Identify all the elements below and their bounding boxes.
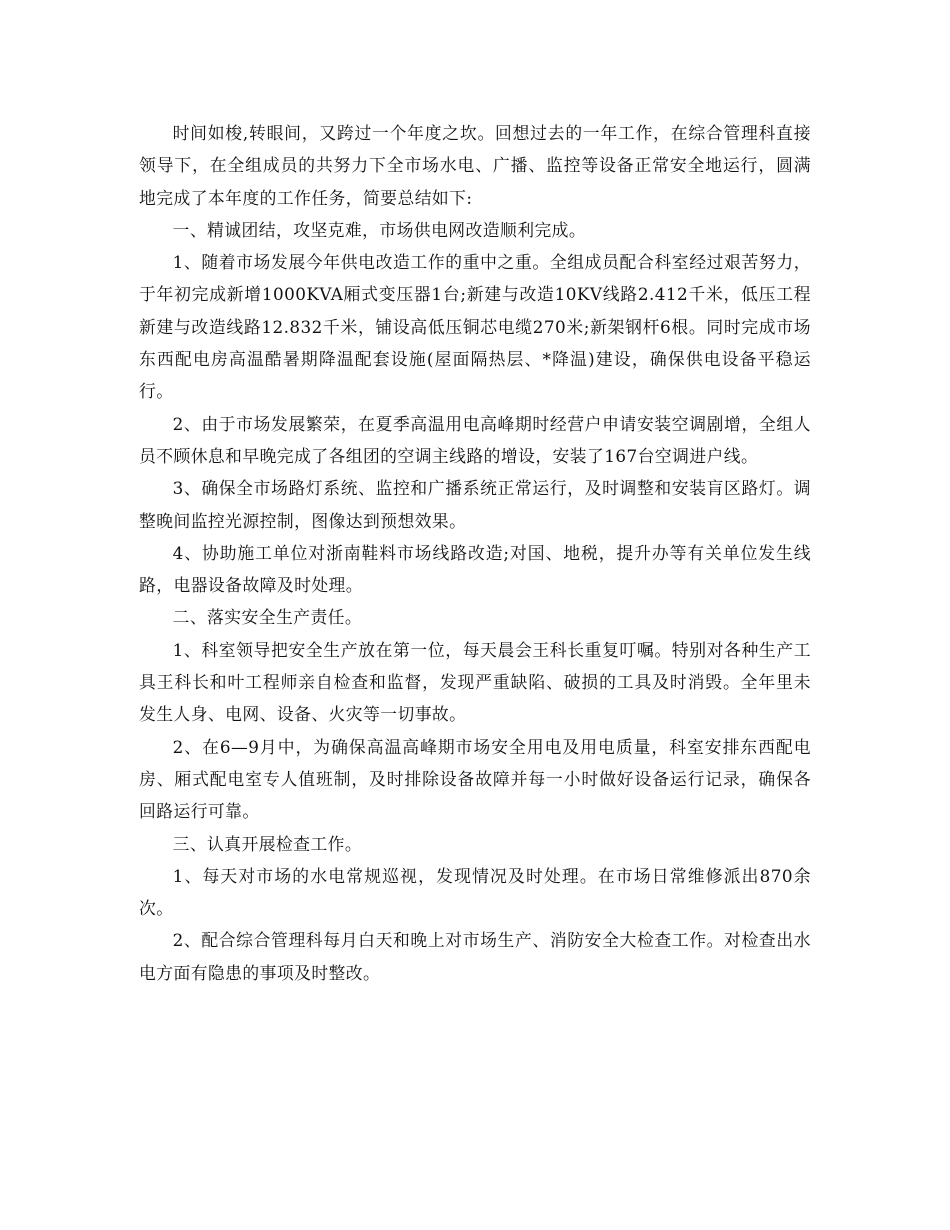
document-body (139, 117, 811, 989)
section-2-item-1: 1、科室领导把安全生产放在第一位，每天晨会王科长重复叮嘱。特别对各种生产工具王科长和叶工程师亲自检查和监督，发现严重缺陷、破损的工具及时消毁。全年里未发生人身、电网、设备、火灾等一切事故。 (139, 639, 811, 725)
section-3-item-1: 1、每天对市场的水电常规巡视，发现情况及时处理。在市场日常维修派出870余次。 (139, 865, 812, 919)
section-1-item-4: 4、协助施工单位对浙南鞋料市场线路改造;对国、地税，提升办等有关单位发生线路，电器设备故障及时处理。 (139, 542, 811, 596)
section-heading-2: 二、落实安全生产责任。 (172, 607, 363, 628)
section-heading-3: 三、认真开展检查工作。 (172, 833, 363, 854)
section-3-item-2: 2、配合综合管理科每月白天和晚上对市场生产、消防安全大检查工作。对检查出水电方面有隐患的事项及时整改。 (139, 930, 811, 983)
section-heading-1: 一、精诚团结，攻坚克难，市场供电网改造顺利完成。 (172, 219, 587, 240)
section-1-item-2: 2、由于市场发展繁荣，在夏季高温用电高峰期时经营户申请安装空调剧增，全组人员不顾休息和早晚完成了各组团的空调主线路的增设，安装了167台空调进户线。 (139, 413, 811, 466)
section-1-item-3: 3、确保全市场路灯系统、监控和广播系统正常运行，及时调整和安装肓区路灯。调整晚间监控光源控制，图像达到预想效果。 (139, 478, 811, 531)
section-1-item-1: 1、随着市场发展今年供电改造工作的重中之重。全组成员配合科室经过艰苦努力，于年初完成新增1000KVA厢式变压器1台;新建与改造10KV线路2.412千米，低压工程新建与改造线路12.832千米，铺设高低压铜芯电缆270米;新架钢杆6根。同时完成市场东西配电房高温酷暑期降温配套设施(屋面隔热层、*降温)建设，确保供电设备平稳运行。 (139, 252, 811, 402)
section-2-item-2: 2、在6—9月中，为确保高温高峰期市场安全用电及用电质量，科室安排东西配电房、厢式配电室专人值班制，及时排除设备故障并每一小时做好设备运行记录，确保各回路运行可靠。 (139, 736, 811, 822)
intro-paragraph: 时间如梭,转眼间，又跨过一个年度之坎。回想过去的一年工作，在综合管理科直接领导下，在全组成员的共努力下全市场水电、广播、监控等设备正常安全地运行，圆满地完成了本年度的工作任务，简要总结如下: (139, 123, 811, 208)
